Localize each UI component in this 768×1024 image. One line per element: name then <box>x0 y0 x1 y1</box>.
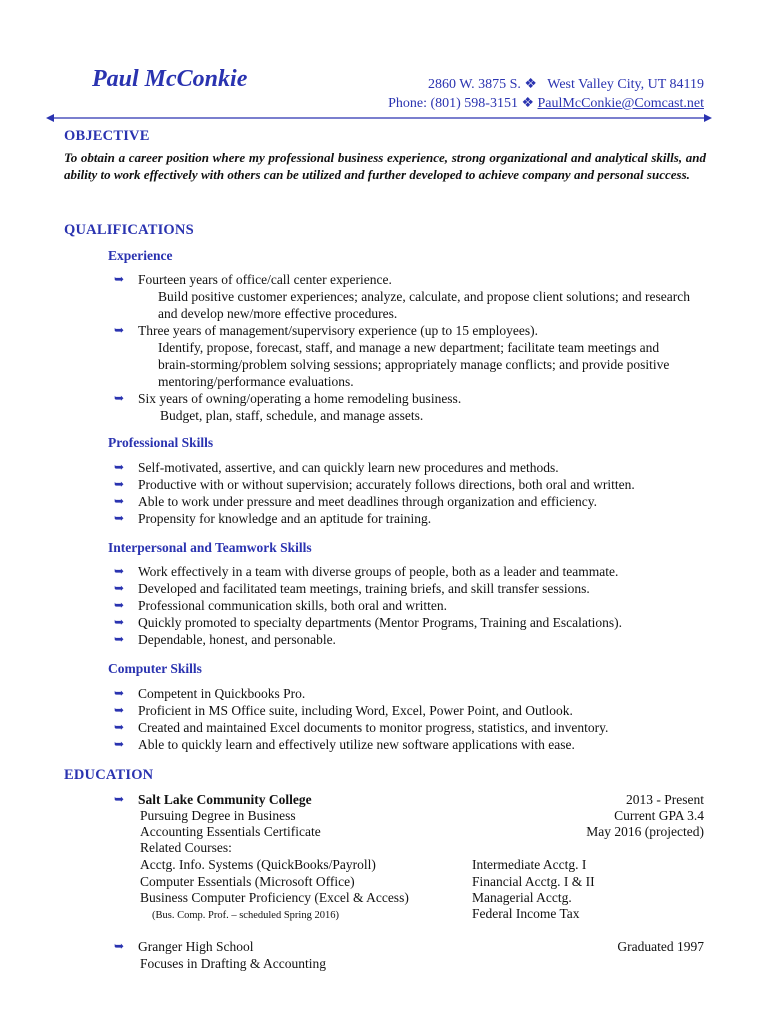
divider-right-arrow-icon <box>704 114 712 122</box>
list-item-detail: Identify, propose, forecast, staff, and manage a new department; facilitate team meetings and <box>158 340 660 355</box>
list-item: ➥ Propensity for knowledge and an aptitude for training. <box>114 511 432 526</box>
email-link[interactable]: PaulMcConkie@Comcast.net <box>537 96 704 111</box>
arrow-bullet-icon: ➥ <box>114 511 125 525</box>
arrow-bullet-icon: ➥ <box>114 564 125 578</box>
separator-icon: ❖ <box>524 77 537 92</box>
arrow-bullet-icon: ➥ <box>114 703 125 717</box>
arrow-bullet-icon: ➥ <box>114 477 125 491</box>
college-name: Salt Lake Community College <box>138 792 312 807</box>
course-left: Business Computer Proficiency (Excel & Access) <box>140 890 409 905</box>
list-item-detail: brain-storming/problem solving sessions; appropriately manage conflicts; and provide positive <box>158 357 670 372</box>
high-school-focus: Focuses in Drafting & Accounting <box>140 956 326 971</box>
arrow-bullet-icon: ➥ <box>114 272 125 286</box>
list-item: ➥ Productive with or without supervision; accurately follows directions, both oral and written. <box>114 477 635 492</box>
professional-skills-list <box>114 459 635 527</box>
college-date: 2013 - Present <box>626 792 704 807</box>
list-item-detail: and develop new/more effective procedures. <box>158 306 398 321</box>
course-left: Acctg. Info. Systems (QuickBooks/Payroll) <box>140 857 376 872</box>
related-courses-label: Related Courses: <box>140 840 232 855</box>
computer-skills-heading: Computer Skills <box>108 661 202 676</box>
list-item: ➥ Three years of management/supervisory experience (up to 15 employees). <box>114 323 538 338</box>
city-state-zip: West Valley City, UT 84119 <box>547 77 704 92</box>
arrow-bullet-icon: ➥ <box>114 792 125 806</box>
list-item: ➥ Proficient in MS Office suite, including Word, Excel, Power Point, and Outlook. <box>114 703 573 718</box>
candidate-name: Paul McConkie <box>92 66 248 92</box>
college-gpa: Current GPA 3.4 <box>614 808 704 823</box>
address-line <box>428 76 704 93</box>
phone-number: Phone: (801) 598-3151 <box>388 96 518 111</box>
arrow-bullet-icon: ➥ <box>114 494 125 508</box>
list-item: ➥ Work effectively in a team with diverse groups of people, both as a leader and teammate. <box>114 564 619 579</box>
high-school-name: Granger High School <box>138 939 254 954</box>
course-left: Computer Essentials (Microsoft Office) <box>140 874 355 889</box>
course-right: Intermediate Acctg. I <box>472 857 587 872</box>
list-item: ➥ Developed and facilitated team meetings, training briefs, and skill transfer sessions. <box>114 581 590 596</box>
contact-line <box>388 95 704 112</box>
arrow-bullet-icon: ➥ <box>114 632 125 646</box>
qualifications-heading: QUALIFICATIONS <box>64 222 194 238</box>
arrow-bullet-icon: ➥ <box>114 598 125 612</box>
list-item: ➥ Six years of owning/operating a home remodeling business. <box>114 391 462 406</box>
education-heading: EDUCATION <box>64 767 154 783</box>
experience-heading: Experience <box>108 248 173 263</box>
arrow-bullet-icon: ➥ <box>114 615 125 629</box>
objective-text: To obtain a career position where my professional business experience, strong organizational and analytical skills, and ability to work effectively with others can be utilized and further developed to achieve company and personal success. <box>64 150 706 182</box>
course-right: Federal Income Tax <box>472 906 580 921</box>
high-school-date: Graduated 1997 <box>617 939 704 954</box>
list-item: ➥ Professional communication skills, both oral and written. <box>114 598 447 613</box>
list-item: ➥ Competent in Quickbooks Pro. <box>114 686 306 701</box>
objective-heading: OBJECTIVE <box>64 128 150 144</box>
list-item: ➥ Able to work under pressure and meet deadlines through organization and efficiency. <box>114 494 597 509</box>
course-right: Managerial Acctg. <box>472 890 572 905</box>
list-item-detail: mentoring/performance evaluations. <box>158 374 354 389</box>
list-item: ➥ Created and maintained Excel documents to monitor progress, statistics, and inventory. <box>114 720 609 735</box>
list-item: ➥ Able to quickly learn and effectively utilize new software applications with ease. <box>114 737 575 752</box>
list-item: ➥ Fourteen years of office/call center experience. <box>114 272 392 287</box>
interpersonal-skills-list <box>114 563 622 648</box>
arrow-bullet-icon: ➥ <box>114 581 125 595</box>
professional-skills-heading: Professional Skills <box>108 435 214 450</box>
interpersonal-skills-heading: Interpersonal and Teamwork Skills <box>108 540 312 555</box>
arrow-bullet-icon: ➥ <box>114 720 125 734</box>
experience-list <box>114 271 690 424</box>
list-item-detail: Build positive customer experiences; analyze, calculate, and propose client solutions; and research <box>158 289 690 304</box>
college-certificate: Accounting Essentials Certificate <box>140 824 321 839</box>
list-item: ➥ Quickly promoted to specialty departments (Mentor Programs, Training and Escalations). <box>114 615 623 630</box>
list-item: ➥ Dependable, honest, and personable. <box>114 632 336 647</box>
arrow-bullet-icon: ➥ <box>114 323 125 337</box>
course-note: (Bus. Comp. Prof. – scheduled Spring 2016) <box>152 910 339 921</box>
computer-skills-list <box>114 685 608 753</box>
college-degree: Pursuing Degree in Business <box>140 808 296 823</box>
arrow-bullet-icon: ➥ <box>114 391 125 405</box>
street-address: 2860 W. 3875 S. <box>427 77 521 92</box>
list-item-detail: Budget, plan, staff, schedule, and manage assets. <box>160 408 424 423</box>
course-right: Financial Acctg. I & II <box>472 874 595 889</box>
arrow-bullet-icon: ➥ <box>114 460 125 474</box>
list-item: ➥ Self-motivated, assertive, and can quickly learn new procedures and methods. <box>114 460 559 475</box>
arrow-bullet-icon: ➥ <box>114 737 125 751</box>
arrow-bullet-icon: ➥ <box>114 686 125 700</box>
certificate-date: May 2016 (projected) <box>586 824 704 839</box>
arrow-bullet-icon: ➥ <box>114 939 125 953</box>
separator-icon: ❖ <box>521 96 535 111</box>
header-divider <box>46 112 712 124</box>
